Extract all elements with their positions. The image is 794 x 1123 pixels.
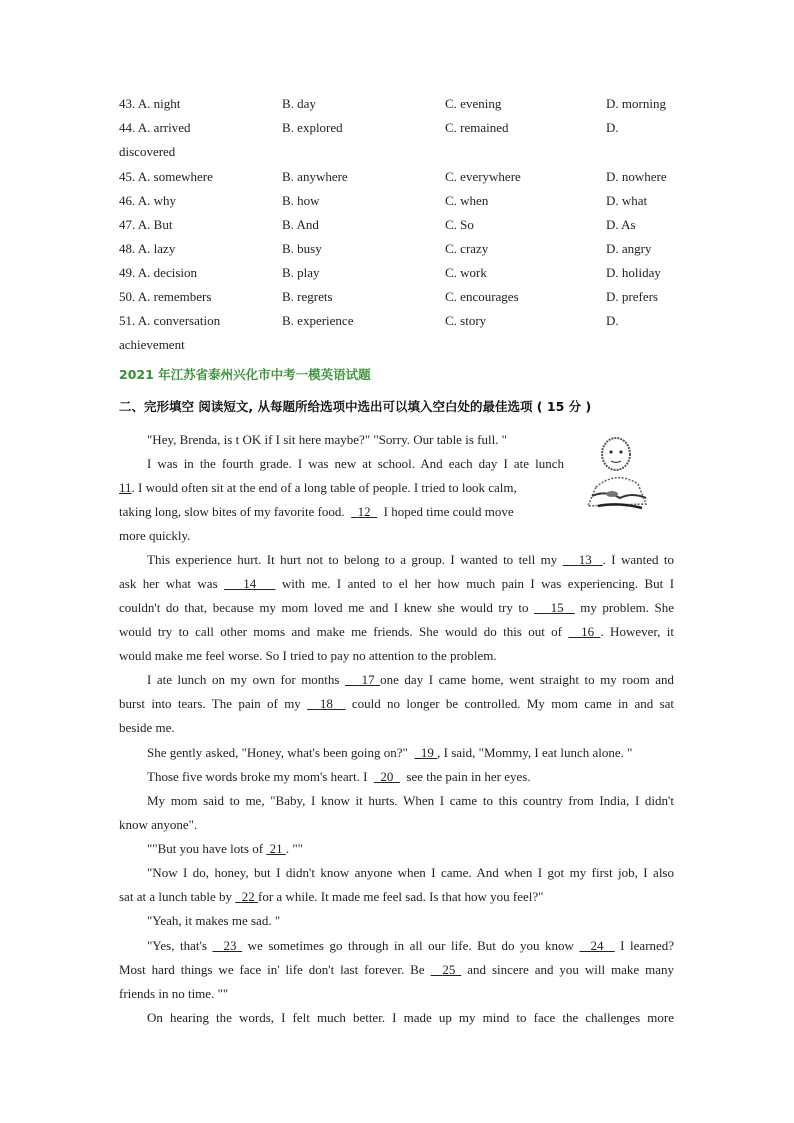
text: sat at a lunch table by xyxy=(119,889,232,904)
text: beside me. xyxy=(119,720,175,735)
text: , I said, "Mommy, I eat lunch alone. " xyxy=(437,745,633,760)
passage-line xyxy=(119,888,674,906)
option-d[interactable]: D. holiday xyxy=(606,265,661,280)
option-b[interactable]: B. regrets xyxy=(282,289,333,304)
option-a[interactable]: 43. A. night xyxy=(119,96,181,111)
option-row xyxy=(119,217,679,237)
text: On hearing the words, I felt much better. I made up my mind to face the challenges more xyxy=(147,1010,674,1025)
passage-line xyxy=(147,792,674,810)
option-b[interactable]: B. anywhere xyxy=(282,169,348,184)
girl-photo xyxy=(576,432,662,514)
option-a[interactable]: 45. A. somewhere xyxy=(119,169,213,184)
passage-line xyxy=(147,840,674,858)
exam-title: 2021 年江苏省泰州兴化市中考一模英语试题 xyxy=(119,367,371,382)
blank-13[interactable]: 13 xyxy=(578,552,592,567)
text: burst into tears. The pain of my xyxy=(119,696,301,711)
blank-11[interactable]: 11 xyxy=(119,480,132,495)
option-wrap-text: discovered xyxy=(119,144,176,159)
blank-17[interactable]: 17 xyxy=(361,672,375,687)
passage-line xyxy=(119,623,674,641)
option-d[interactable]: D. xyxy=(606,120,619,135)
text: . I wanted to xyxy=(602,552,675,567)
option-d[interactable]: D. prefers xyxy=(606,289,658,304)
option-d[interactable]: D. As xyxy=(606,217,636,232)
option-c[interactable]: C. So xyxy=(445,217,474,232)
passage-line xyxy=(147,937,674,955)
option-row xyxy=(119,313,679,333)
passage-line xyxy=(147,864,674,882)
blank-24[interactable]: 24 xyxy=(590,938,604,953)
blank-21[interactable]: 21 xyxy=(269,841,283,856)
option-d[interactable]: D. nowhere xyxy=(606,169,667,184)
option-a[interactable]: 50. A. remembers xyxy=(119,289,212,304)
option-b[interactable]: B. how xyxy=(282,193,320,208)
text: "Yes, that's xyxy=(147,938,207,953)
text: . "" xyxy=(285,841,303,856)
text: with me. I anted to el her how much pain I was experiencing. But I xyxy=(281,576,675,591)
option-row xyxy=(119,120,679,140)
blank-19[interactable]: 19 xyxy=(420,745,434,760)
option-c[interactable]: C. encourages xyxy=(445,289,519,304)
passage-line xyxy=(119,719,674,737)
blank-14[interactable]: 14 xyxy=(243,576,257,591)
option-b[interactable]: B. experience xyxy=(282,313,354,328)
option-d[interactable]: D. angry xyxy=(606,241,652,256)
option-d[interactable]: D. what xyxy=(606,193,648,208)
option-b[interactable]: B. busy xyxy=(282,241,322,256)
text: "Yeah, it makes me sad. " xyxy=(147,913,281,928)
passage-line xyxy=(119,599,674,617)
option-a[interactable]: 49. A. decision xyxy=(119,265,197,280)
text: "Hey, Brenda, is t OK if I sit here maybe?" "Sorry. Our table is full. " xyxy=(147,432,507,447)
text: could no longer be controlled. My mom came in and sat xyxy=(351,696,675,711)
option-b[interactable]: B. play xyxy=(282,265,320,280)
option-a[interactable]: 48. A. lazy xyxy=(119,241,176,256)
text: . I would often sit at the end of a long table of people. I tried to look calm, xyxy=(131,480,517,495)
passage-line xyxy=(119,479,564,497)
section-heading: 二、完形填空 阅读短文, 从每题所给选项中选出可以填入空白处的最佳选项 ( 15 分 ) xyxy=(119,399,592,414)
option-c[interactable]: C. everywhere xyxy=(445,169,521,184)
passage-line xyxy=(147,671,674,689)
passage-line xyxy=(119,695,674,713)
option-a[interactable]: 44. A. arrived xyxy=(119,120,191,135)
text: My mom said to me, "Baby, I know it hurts. When I came to this country from India, I didn't xyxy=(147,793,674,808)
passage-line xyxy=(147,1009,674,1027)
passage-line xyxy=(119,985,674,1003)
option-b[interactable]: B. explored xyxy=(282,120,343,135)
option-d[interactable]: D. xyxy=(606,313,619,328)
blank-12[interactable]: 12 xyxy=(357,504,371,519)
passage-line xyxy=(147,768,674,786)
blank-23[interactable]: 23 xyxy=(223,938,237,953)
passage-line xyxy=(119,527,674,545)
text: would try to call other moms and make me friends. She would do this out of xyxy=(119,624,563,639)
text: friends in no time. "" xyxy=(119,986,229,1001)
text: would make me feel worse. So I tried to pay no attention to the problem. xyxy=(119,648,497,663)
text: . However, it xyxy=(600,624,675,639)
passage-line xyxy=(119,816,674,834)
text: know anyone". xyxy=(119,817,198,832)
text: my problem. She xyxy=(580,600,675,615)
text: I was in the fourth grade. I was new at school. And each day I ate lunch xyxy=(147,456,564,471)
text: one day I came home, went straight to my room and xyxy=(380,672,675,687)
option-c[interactable]: C. remained xyxy=(445,120,509,135)
text: taking long, slow bites of my favorite food. xyxy=(119,504,345,519)
option-b[interactable]: B. day xyxy=(282,96,316,111)
option-b[interactable]: B. And xyxy=(282,217,319,232)
option-row xyxy=(119,193,679,213)
text: "Now I do, honey, but I didn't know anyone when I came. And when I got my first job, I also xyxy=(147,865,674,880)
option-a[interactable]: 47. A. But xyxy=(119,217,173,232)
passage-line xyxy=(119,503,564,521)
text: couldn't do that, because my mom loved me and I knew she would try to xyxy=(119,600,529,615)
text: more quickly. xyxy=(119,528,191,543)
text: This experience hurt. It hurt not to belong to a group. I wanted to tell my xyxy=(147,552,558,567)
text: see the pain in her eyes. xyxy=(406,769,531,784)
text: She gently asked, "Honey, what's been going on?" xyxy=(147,745,408,760)
option-c[interactable]: C. crazy xyxy=(445,241,489,256)
blank-25[interactable]: 25 xyxy=(442,962,456,977)
option-row xyxy=(119,265,679,285)
passage-line xyxy=(119,647,674,665)
option-row xyxy=(119,96,679,116)
option-row xyxy=(119,241,679,261)
option-c[interactable]: C. story xyxy=(445,313,487,328)
passage-line xyxy=(119,961,674,979)
text: we sometimes go through in all our life. But do you know xyxy=(247,938,574,953)
text: Most hard things we face in' life don't last forever. Be xyxy=(119,962,425,977)
option-row xyxy=(119,289,679,309)
option-row xyxy=(119,169,679,189)
passage-line xyxy=(147,744,674,762)
text: and sincere and you will make many xyxy=(467,962,674,977)
option-d[interactable]: D. morning xyxy=(606,96,666,111)
passage-line xyxy=(147,551,674,569)
text: Those five words broke my mom's heart. I xyxy=(147,769,368,784)
text: I hoped time could move xyxy=(383,504,514,519)
option-wrap-text: achievement xyxy=(119,337,185,352)
blank-15[interactable]: 15 xyxy=(550,600,564,615)
text: I ate lunch on my own for months xyxy=(147,672,340,687)
option-c[interactable]: C. evening xyxy=(445,96,502,111)
text: ask her what was xyxy=(119,576,218,591)
option-c[interactable]: C. when xyxy=(445,193,489,208)
passage-line xyxy=(147,455,564,473)
blank-18[interactable]: 18 xyxy=(319,696,333,711)
text: I learned? xyxy=(620,938,675,953)
option-a[interactable]: 51. A. conversation xyxy=(119,313,221,328)
passage-line xyxy=(147,912,674,930)
blank-22[interactable]: 22 xyxy=(241,889,255,904)
text: for a while. It made me feel sad. Is that how you feel?" xyxy=(258,889,544,904)
text: ""But you have lots of xyxy=(147,841,264,856)
passage-line xyxy=(119,575,674,593)
option-c[interactable]: C. work xyxy=(445,265,487,280)
blank-16[interactable]: 16 xyxy=(581,624,595,639)
option-a[interactable]: 46. A. why xyxy=(119,193,177,208)
blank-20[interactable]: 20 xyxy=(380,769,394,784)
